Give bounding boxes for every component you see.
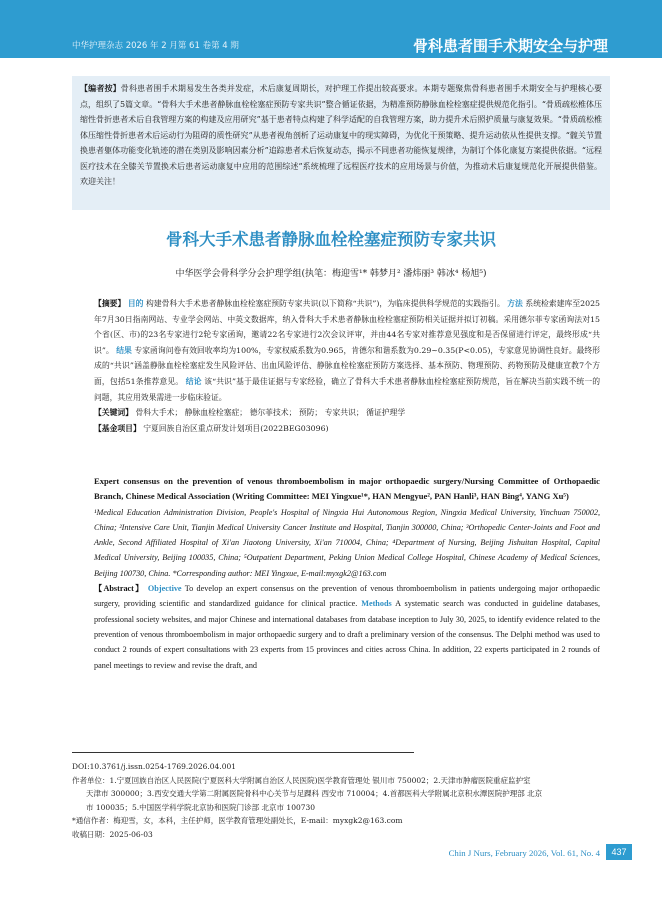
english-title: Expert consensus on the prevention of venous thromboembolism in major orthopaedic surgery/Nursing Committee of Orthopaedic Branch, Chinese Medical Association (Writing Committee: MEI Yingxue¹*, HAN Mengyue², PAN Hanli³, HAN Bing⁴, YANG Xu⁵) (94, 476, 600, 502)
editor-note-lead: 【编者按】 (80, 83, 121, 93)
corresponding-author: *通信作者：梅迎雪，女，本科，主任护师，医学教育管理处副处长，E-mail：myxgk2@163.com (72, 816, 403, 826)
results-label: 结果 (116, 345, 132, 355)
funding-text: 宁夏回族自治区重点研发计划项目(2022BEG03096) (143, 423, 329, 433)
english-methods-text: A systematic search was conducted in guideline databases, professional society websites, and major Chinese and international databases from database inception to July 30, 2025, to identify evidence related to the prevention of venous thromboembolism in major orthopaedic surgery and to draft a preliminary version of the consensus. The Delphi method was used to conduct 2 rounds of expert consultations with 23 experts from 15 provinces and cities across China. In addition, 22 experts participated in 2 rounds of panel meetings to review and revise the draft, and (94, 599, 601, 670)
methods-label: 方法 (507, 299, 523, 308)
article-title: 骨科大手术患者静脉血栓栓塞症预防专家共识 (166, 230, 496, 249)
english-affiliations: ¹Medical Education Administration Division, People's Hospital of Ningxia Hui Autonomous Region, Ningxia Medical University, Yinchuan 750002, China; ²Intensive Care Unit, Tianjin Medical University Cancer Institute and Hospital, Tianjin 300000, China; ³Orthopedic Center-Joints and Foot and Ankle, Second Affiliated Hospital of Xi'an Jiaotong University, Xi'an 710004, China; ⁴Department of Nursing, Beijing Jishuitan Hospital, Capital Medical University, Beijing 100035, China; ⁵Outpatient Department, Peking Union Medical College Hospital, Chinese Academy of Medical Sciences, Beijing 100730, China. *Corresponding author: MEI Yingxue, E-mail:myxgk2@163.com (94, 507, 600, 578)
journal-issue-info: 中华护理杂志 2026 年 2 月第 61 卷第 4 期 (72, 41, 239, 51)
keywords-label: 【关键词】 (94, 408, 133, 418)
funding-row (94, 421, 600, 437)
affiliation-line-2: 天津市 300000；3.西安交通大学第二附属医院骨科中心关节与足踝科 西安市 710004；4.首都医科大学附属北京积水潭医院护理部 北京 (86, 789, 543, 799)
editor-note-text: 骨科患者围手术期易发生各类并发症，术后康复周期长，对护理工作提出较高要求。本期专题聚焦骨科患者围手术期安全与护理核心要点，组织了5篇文章。“骨科大手术患者静脉血栓栓塞症预防专家共识”整合循证依据，为精准预防静脉血栓栓塞症提供规范化指引。“骨质疏松椎体压缩性骨折患者术后自我管理方案的构建及应用研究”基于患者特点构建了科学适配的自我管理方案，助力提升术后照护质量与康复效果。“骨质疏松椎体压缩性骨折患者术后运动行为阻碍的质性研究”从患者视角剖析了运动康复中的现实障碍，为优化干预策略、提升运动依从性提供支撑。“髋关节置换患者躯体功能变化轨迹的潜在类别及影响因素分析”追踪患者术后恢复动态，揭示不同患者功能恢复规律，为制订个体化康复方案提供依据。“远程医疗技术在全膝关节置换术后患者运动康复中应用的范围综述”系统梳理了远程医疗技术的应用场景与价值，为推动术后康复规范化开展提供借鉴。欢迎关注！ (80, 84, 602, 186)
english-abstract-label: 【Abstract】 (94, 584, 145, 594)
page-number: 437 (606, 844, 632, 860)
authors-cn: 中华医学会骨科学分会护理学组(执笔：梅迎雪¹* 韩梦月² 潘炜丽³ 韩冰⁴ 杨旭⁵) (175, 269, 487, 279)
affiliation-line-3: 市 100035；5.中国医学科学院北京协和医院门诊部 北京市 100730 (86, 802, 316, 812)
footnote-divider (72, 752, 414, 753)
english-abstract (94, 474, 600, 673)
doi: DOI:10.3761/j.issn.0254-1769.2026.04.001 (72, 762, 237, 771)
footnotes (72, 760, 612, 842)
keywords-row (94, 405, 600, 421)
conclusion-text: 该“共识”基于最佳证据与专家经验，确立了骨科大手术患者静脉血栓栓塞症预防规范，旨在解决当前实践不统一的问题，其应用效果需进一步临床验证。 (94, 376, 601, 402)
received-date: 收稿日期：2025-06-03 (72, 829, 153, 839)
editor-note (72, 76, 610, 210)
english-methods-label: Methods (361, 599, 392, 609)
affiliation-line-1: 作者单位：1.宁夏回族自治区人民医院(宁夏医科大学附属自治区人民医院)医学教育管理处 银川市 750002；2.天津市肿瘤医院重症监护室 (72, 775, 531, 785)
abstract-cn (94, 296, 600, 436)
funding-label: 【基金项目】 (94, 423, 141, 433)
methods-text: 系统检索建库至2025年7月30日指南网站、专业学会网站、中英文数据库，纳入骨科大手术患者静脉血栓栓塞症预防相关证据并拟订初稿。采用德尔菲专家函询法对15个省(区、市)的23名专家进行2轮专家函询，邀请22名专家进行2次会议评审，并由44名专家对推荐意见强度和是否保留进行评定，最终形成“共识”。 (94, 299, 601, 355)
objective-label: 目的 (127, 299, 144, 308)
abstract-cn-body (94, 296, 600, 405)
english-objective-label: Objective (147, 584, 182, 594)
objective-text: 构建骨科大手术患者静脉血栓栓塞症预防专家共识(以下简称“共识”)，为临床提供科学规范的实践指引。 (146, 299, 505, 308)
footer-journal: Chin J Nurs, February 2026, Vol. 61, No. 4 (448, 848, 600, 858)
results-text: 专家函询问卷有效回收率均为100%，专家权威系数为0.965，肯德尔和谐系数为0.29~0.35(P<0.05)，专家意见协调性良好。最终形成的“共识”涵盖静脉血栓栓塞症发生风险评估、出血风险评估、静脉血栓栓塞症预防方案选择、基本预防、物理预防、药物预防及健康宣教7个方面，包括51条推荐意见。 (94, 345, 601, 386)
header-bar (0, 0, 662, 58)
conclusion-label: 结论 (185, 376, 202, 386)
keywords-text: 骨科大手术； 静脉血栓栓塞症； 德尔菲技术； 预防； 专家共识； 循证护理学 (135, 408, 406, 418)
column-title: 骨科患者围手术期安全与护理 (412, 37, 608, 55)
english-abstract-body (94, 581, 600, 673)
abstract-label: 【摘要】 (94, 299, 126, 308)
english-objective-text: To develop an expert consensus on the prevention of venous thromboembolism in patients undergoing major orthopaedic surgery, providing scientific and standardized guidance for clinical practice. (94, 584, 601, 609)
